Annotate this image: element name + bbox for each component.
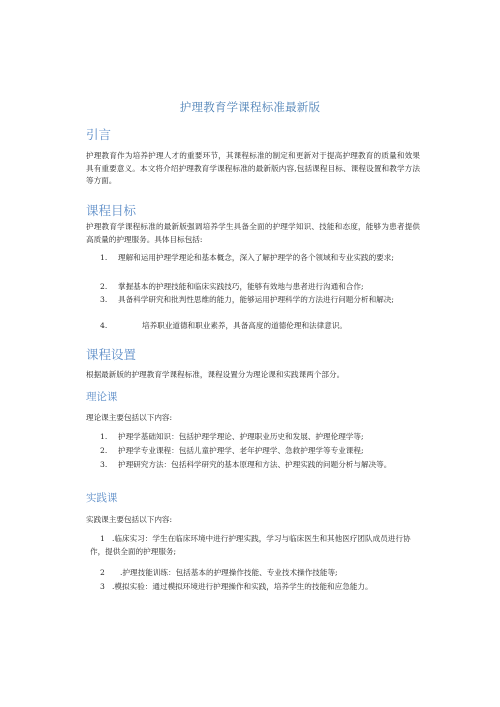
practice-number: 2 xyxy=(100,568,105,577)
setup-paragraph: 根据最新版的护理教育学课程标准，课程设置分为理论课和实践课两个部分。 xyxy=(86,370,345,379)
practice-text: .护理技能训练：包括基本的护理操作技能、专业技术操作技能等; xyxy=(120,568,338,577)
goal-number: 2. xyxy=(100,282,108,291)
goal-text: 理解和运用护理学理论和基本概念，深入了解护理学的各个领域和专业实践的要求; xyxy=(118,253,394,262)
practice-number: 3 xyxy=(100,582,105,591)
goal-number: 3. xyxy=(100,295,108,304)
goal-number: 1. xyxy=(100,253,108,262)
heading-theory: 理论课 xyxy=(86,391,118,403)
practice-text: .模拟实验：通过模拟环境进行护理操作和实践，培养学生的技能和应急能力。 xyxy=(112,582,373,591)
goal-text: 培养职业道德和职业素养，具备高度的道德伦理和法律意识。 xyxy=(142,321,348,330)
theory-number: 3. xyxy=(100,460,108,469)
goal-item xyxy=(90,281,420,294)
theory-number: 1. xyxy=(100,432,108,441)
intro-paragraph: 护理教育作为培养护理人才的重要环节，其课程标准的制定和更新对于提高护理教育的质量和效果具有重要意义。本文将介绍护理教育学课程标准的最新版内容,包括课程目标、课程设置和教学方法等方面。 xyxy=(86,151,420,185)
heading-practice: 实践课 xyxy=(86,492,118,504)
theory-text: 护理学专业课程：包括儿童护理学、老年护理学、急救护理学等专业课程; xyxy=(118,446,364,455)
theory-intro: 理论课主要包括以下内容: xyxy=(86,413,173,422)
theory-item xyxy=(90,431,420,444)
practice-item xyxy=(90,581,420,594)
practice-number: 1 xyxy=(100,534,105,543)
goal-text: 具备科学研究和批判性思维的能力，能够运用护理科学的方法进行问题分析和解决; xyxy=(118,295,394,304)
heading-setup: 课程设置 xyxy=(86,347,137,362)
goal-item xyxy=(90,320,420,333)
practice-item xyxy=(90,567,420,580)
practice-item xyxy=(90,533,420,558)
goal-number: 4. xyxy=(100,321,108,330)
practice-text: .临床实习：学生在临床环境中进行护理实践，学习与临床医生和其他医疗团队成员进行协作，提供全面的护理服务; xyxy=(90,534,411,556)
heading-intro: 引言 xyxy=(86,127,112,142)
practice-intro: 实践课主要包括以下内容: xyxy=(86,515,173,524)
theory-number: 2. xyxy=(100,446,108,455)
goal-text: 掌握基本的护理技能和临床实践技巧，能够有效地与患者进行沟通和合作; xyxy=(118,282,364,291)
goal-item xyxy=(90,252,420,265)
goal-item xyxy=(90,294,420,307)
theory-item xyxy=(90,445,420,458)
theory-text: 护理学基础知识：包括护理学理论、护理职业历史和发展、护理伦理学等; xyxy=(118,432,364,441)
document-title: 护理教育学课程标准最新版 xyxy=(179,100,321,114)
theory-item xyxy=(90,459,420,472)
theory-text: 护理研究方法：包括科学研究的基本原理和方法、护理实践的问题分析与解决等。 xyxy=(118,460,392,469)
heading-goals: 课程目标 xyxy=(86,203,137,218)
goals-paragraph: 护理教育学课程标准的最新版强调培养学生具备全面的护理学知识、技能和态度，能够为患者提供高质量的护理服务。具体目标包括: xyxy=(86,222,420,244)
